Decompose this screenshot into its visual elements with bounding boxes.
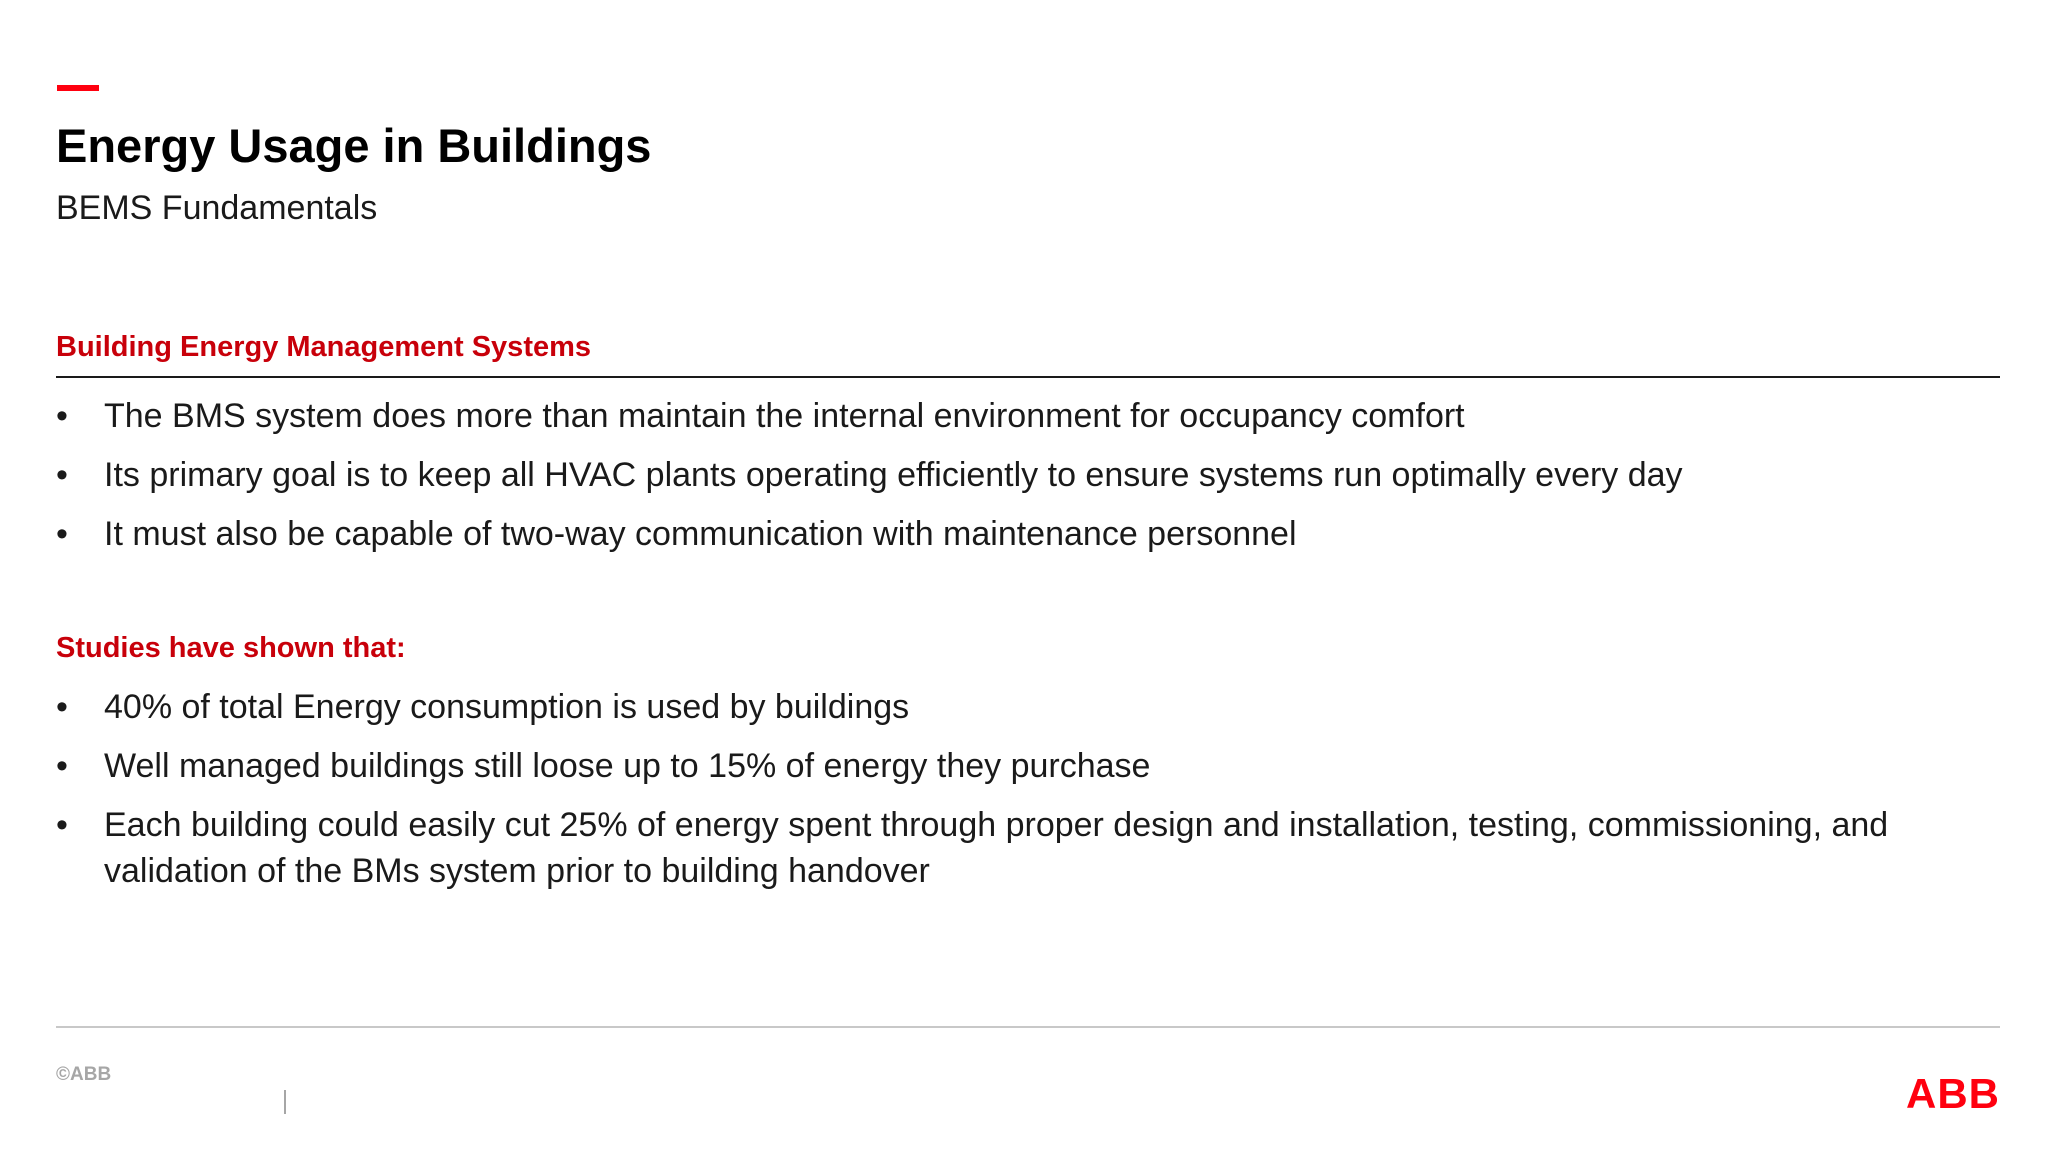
bems-bullet-list <box>56 393 1986 570</box>
slide-title: Energy Usage in Buildings <box>56 119 652 172</box>
section-divider <box>56 376 2000 378</box>
footer-separator <box>284 1090 286 1114</box>
bullet-dot-icon: • <box>56 515 68 553</box>
list-item-text: Well managed buildings still loose up to 15% of energy they purchase <box>104 747 1151 785</box>
footer-divider-line <box>56 1026 2000 1028</box>
bullet-dot-icon: • <box>56 806 68 844</box>
list-item <box>56 393 1986 439</box>
list-item <box>56 452 1986 498</box>
abb-logo-icon: ABB <box>1906 1070 2000 1117</box>
list-item <box>56 511 1986 557</box>
list-item-text: Its primary goal is to keep all HVAC plants operating efficiently to ensure systems run optimally every day <box>104 456 1683 494</box>
list-item <box>56 743 1986 789</box>
list-item-text: 40% of total Energy consumption is used by buildings <box>104 688 910 726</box>
list-item-text: The BMS system does more than maintain the internal environment for occupancy comfort <box>104 397 1465 435</box>
bullet-dot-icon: • <box>56 747 68 785</box>
copyright-notice: ©ABB <box>56 1064 112 1085</box>
title-accent-bar <box>57 85 99 91</box>
slide-subtitle: BEMS Fundamentals <box>56 189 378 227</box>
section-heading-studies: Studies have shown that: <box>56 632 406 664</box>
section-heading-bems: Building Energy Management Systems <box>56 331 592 363</box>
list-item <box>56 684 1986 730</box>
list-item-text: Each building could easily cut 25% of energy spent through proper design and installation, testing, commissioning, and validation of the BMs system prior to building handover <box>104 806 1889 890</box>
bullet-dot-icon: • <box>56 456 68 494</box>
studies-bullet-list <box>56 684 1986 907</box>
list-item <box>56 802 1986 894</box>
list-item-text: It must also be capable of two-way communication with maintenance personnel <box>104 515 1297 553</box>
bullet-dot-icon: • <box>56 688 68 726</box>
bullet-dot-icon: • <box>56 397 68 435</box>
